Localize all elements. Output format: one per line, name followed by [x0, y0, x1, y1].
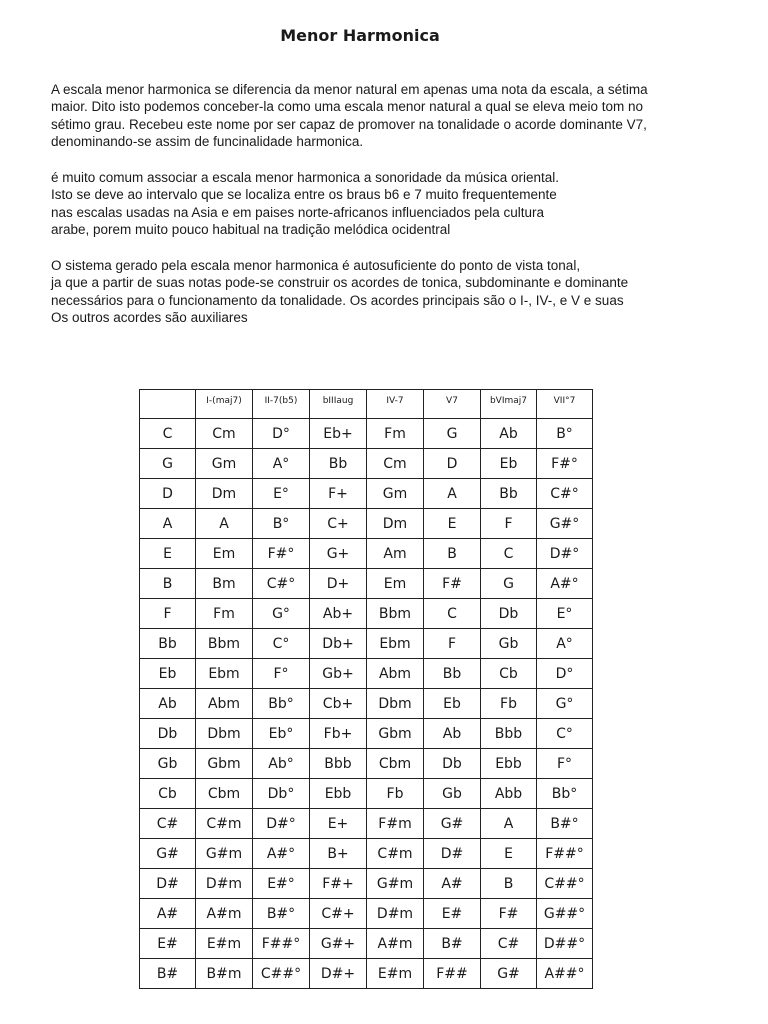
chord-cell: G#: [424, 809, 481, 839]
chord-cell: Ebb: [481, 749, 537, 779]
chord-cell: Ebm: [196, 659, 253, 689]
chord-cell: C#+: [310, 899, 367, 929]
key-cell: C#: [140, 809, 196, 839]
chord-cell: Bb: [481, 479, 537, 509]
table-header-cell: IV-7: [367, 390, 424, 419]
key-cell: Gb: [140, 749, 196, 779]
chord-cell: F##°: [253, 929, 310, 959]
chord-cell: Ebm: [367, 629, 424, 659]
table-row: [140, 929, 593, 959]
text-line: nas escalas usadas na Asia e em paises norte-africanos influenciados pela cultura: [51, 204, 545, 220]
chord-cell: Fb: [481, 689, 537, 719]
table-row: [140, 779, 593, 809]
chord-cell: Cbm: [196, 779, 253, 809]
key-cell: Bb: [140, 629, 196, 659]
chord-cell: A#°: [537, 569, 593, 599]
table-header-corner: [140, 390, 196, 419]
chord-cell: B: [424, 539, 481, 569]
chord-cell: Gb+: [310, 659, 367, 689]
chord-cell: Dbm: [367, 689, 424, 719]
chord-cell: A: [196, 509, 253, 539]
key-cell: A: [140, 509, 196, 539]
chord-cell: Bb°: [537, 779, 593, 809]
chord-cell: F#: [424, 569, 481, 599]
chord-cell: A°: [253, 449, 310, 479]
table-header-cell: bIIIaug: [310, 390, 367, 419]
chord-cell: G#m: [196, 839, 253, 869]
chord-cell: D#°: [253, 809, 310, 839]
chord-cell: Ab°: [253, 749, 310, 779]
chord-cell: Cbm: [367, 749, 424, 779]
chord-cell: F: [481, 509, 537, 539]
chord-cell: Cb: [481, 659, 537, 689]
chord-cell: D°: [537, 659, 593, 689]
chord-cell: D: [424, 449, 481, 479]
chord-cell: Ab: [481, 419, 537, 449]
chord-cell: C#: [481, 929, 537, 959]
chord-cell: G: [481, 569, 537, 599]
chord-cell: C##°: [537, 869, 593, 899]
table-row: [140, 719, 593, 749]
table-row: [140, 839, 593, 869]
chord-cell: D#°: [537, 539, 593, 569]
table-header-cell: V7: [424, 390, 481, 419]
chord-cell: F°: [537, 749, 593, 779]
chord-cell: F+: [310, 479, 367, 509]
key-cell: A#: [140, 899, 196, 929]
chord-cell: Ab: [424, 719, 481, 749]
text-line: Os outros acordes são auxiliares: [51, 309, 248, 325]
chord-cell: A: [424, 479, 481, 509]
chord-cell: Eb: [481, 449, 537, 479]
chord-cell: A#m: [196, 899, 253, 929]
chord-cell: Cm: [367, 449, 424, 479]
key-cell: D#: [140, 869, 196, 899]
chord-cell: Db: [481, 599, 537, 629]
chord-cell: E+: [310, 809, 367, 839]
chord-cell: B°: [537, 419, 593, 449]
text-line: arabe, porem muito pouco habitual na tradição melódica ocidentral: [51, 221, 451, 237]
text-line: sétimo grau. Recebeu este nome por ser capaz de promover na tonalidade o acorde dominante V7,: [51, 116, 647, 132]
table-header-cell: VII°7: [537, 390, 593, 419]
table-row: [140, 869, 593, 899]
key-cell: C: [140, 419, 196, 449]
chord-cell: E: [424, 509, 481, 539]
table-row: [140, 899, 593, 929]
chord-cell: Dm: [196, 479, 253, 509]
chord-cell: Gm: [367, 479, 424, 509]
chord-cell: Bbb: [310, 749, 367, 779]
chord-cell: F#°: [253, 539, 310, 569]
chord-cell: Gbm: [367, 719, 424, 749]
chord-cell: Fb: [367, 779, 424, 809]
chord-cell: Bbm: [196, 629, 253, 659]
table-header-cell: I-(maj7): [196, 390, 253, 419]
chord-cell: G°: [253, 599, 310, 629]
chord-cell: E#: [424, 899, 481, 929]
chord-cell: A#°: [253, 839, 310, 869]
chord-cell: Db: [424, 749, 481, 779]
chord-cell: D#: [424, 839, 481, 869]
chord-cell: G#m: [367, 869, 424, 899]
chord-cell: Abb: [481, 779, 537, 809]
chord-cell: E#m: [367, 959, 424, 989]
chord-cell: G#+: [310, 929, 367, 959]
chord-cell: C#m: [196, 809, 253, 839]
table-row: [140, 539, 593, 569]
chord-cell: G°: [537, 689, 593, 719]
chord-cell: A#: [424, 869, 481, 899]
chord-cell: Db+: [310, 629, 367, 659]
chord-cell: D##°: [537, 929, 593, 959]
chord-cell: Gb: [481, 629, 537, 659]
text-line: A escala menor harmonica se diferencia da menor natural em apenas uma nota da escala, a sétima: [51, 82, 648, 97]
chord-cell: D+: [310, 569, 367, 599]
chord-cell: Bbm: [367, 599, 424, 629]
table-header-cell: II-7(b5): [253, 390, 310, 419]
key-cell: B: [140, 569, 196, 599]
chord-cell: Bb: [424, 659, 481, 689]
key-cell: F: [140, 599, 196, 629]
chord-cell: Eb°: [253, 719, 310, 749]
chord-cell: A°: [537, 629, 593, 659]
chord-cell: C: [424, 599, 481, 629]
chord-cell: D°: [253, 419, 310, 449]
chord-cell: A: [481, 809, 537, 839]
chord-cell: F#+: [310, 869, 367, 899]
chord-cell: B#°: [253, 899, 310, 929]
key-cell: G#: [140, 839, 196, 869]
chord-cell: E°: [537, 599, 593, 629]
chord-cell: B: [481, 869, 537, 899]
chord-cell: G: [424, 419, 481, 449]
chord-cell: B°: [253, 509, 310, 539]
table-row: [140, 599, 593, 629]
chord-cell: E: [481, 839, 537, 869]
chord-cell: Gm: [196, 449, 253, 479]
text-line: ja que a partir de suas notas pode-se construir os acordes de tonica, subdominante e dominante: [51, 275, 629, 291]
paragraph-1: [51, 81, 711, 150]
chord-cell: C#°: [253, 569, 310, 599]
chord-cell: A#m: [367, 929, 424, 959]
table-row: [140, 509, 593, 539]
chord-cell: C+: [310, 509, 367, 539]
chord-cell: Bb: [310, 449, 367, 479]
chord-cell: C°: [537, 719, 593, 749]
chord-cell: E#m: [196, 929, 253, 959]
key-cell: Ab: [140, 689, 196, 719]
table-row: [140, 749, 593, 779]
chord-cell: F##: [424, 959, 481, 989]
table-row: [140, 959, 593, 989]
chord-cell: Dm: [367, 509, 424, 539]
chord-cell: E°: [253, 479, 310, 509]
table-row: [140, 629, 593, 659]
chord-cell: Ebb: [310, 779, 367, 809]
chord-cell: F: [424, 629, 481, 659]
chord-cell: G##°: [537, 899, 593, 929]
text-line: é muito comum associar a escala menor harmonica a sonoridade da música oriental.: [51, 170, 559, 185]
chord-cell: C°: [253, 629, 310, 659]
chord-cell: C: [481, 539, 537, 569]
table-row: [140, 659, 593, 689]
table-row: [140, 689, 593, 719]
chord-cell: Em: [196, 539, 253, 569]
chord-cell: B+: [310, 839, 367, 869]
chord-cell: Ab+: [310, 599, 367, 629]
chord-cell: B#m: [196, 959, 253, 989]
table-row: [140, 569, 593, 599]
chord-cell: B#°: [537, 809, 593, 839]
chord-cell: G+: [310, 539, 367, 569]
table-header-cell: bVImaj7: [481, 390, 537, 419]
chord-cell: Em: [367, 569, 424, 599]
chord-cell: C#°: [537, 479, 593, 509]
key-cell: Db: [140, 719, 196, 749]
chord-table: [139, 389, 593, 989]
chord-cell: Cm: [196, 419, 253, 449]
key-cell: Cb: [140, 779, 196, 809]
text-line: maior. Dito isto podemos conceber-la como uma escala menor natural a qual se eleva meio tom no: [51, 99, 644, 115]
chord-cell: D#m: [196, 869, 253, 899]
chord-cell: G#°: [537, 509, 593, 539]
table-row: [140, 479, 593, 509]
key-cell: D: [140, 479, 196, 509]
chord-cell: G#: [481, 959, 537, 989]
chord-cell: Bbb: [481, 719, 537, 749]
text-line: denominando-se assim de funcinalidade harmonica.: [51, 133, 364, 149]
paragraph-3: [51, 257, 711, 326]
key-cell: G: [140, 449, 196, 479]
chord-cell: F#m: [367, 809, 424, 839]
chord-cell: Cb+: [310, 689, 367, 719]
chord-cell: C##°: [253, 959, 310, 989]
paragraph-2: [51, 169, 711, 238]
chord-cell: D#+: [310, 959, 367, 989]
chord-cell: E#°: [253, 869, 310, 899]
chord-cell: Abm: [367, 659, 424, 689]
text-line: Isto se deve ao intervalo que se localiza entre os braus b6 e 7 muito frequentemente: [51, 187, 557, 203]
chord-cell: Db°: [253, 779, 310, 809]
chord-cell: Bm: [196, 569, 253, 599]
chord-cell: F#°: [537, 449, 593, 479]
chord-cell: F°: [253, 659, 310, 689]
chord-cell: Eb+: [310, 419, 367, 449]
text-line: necessários para o funcionamento da tonalidade. Os acordes principais são o I-, IV-, e V e suas: [51, 292, 624, 308]
table-row: [140, 809, 593, 839]
chord-cell: Gb: [424, 779, 481, 809]
key-cell: E: [140, 539, 196, 569]
key-cell: Eb: [140, 659, 196, 689]
table-row: [140, 419, 593, 449]
chord-cell: Bb°: [253, 689, 310, 719]
chord-cell: D#m: [367, 899, 424, 929]
chord-cell: F##°: [537, 839, 593, 869]
chord-cell: Dbm: [196, 719, 253, 749]
chord-cell: C#m: [367, 839, 424, 869]
chord-cell: Fm: [196, 599, 253, 629]
page-title: Menor Harmonica: [280, 26, 440, 45]
table-row: [140, 449, 593, 479]
chord-cell: Gbm: [196, 749, 253, 779]
key-cell: B#: [140, 959, 196, 989]
chord-cell: Abm: [196, 689, 253, 719]
chord-cell: Am: [367, 539, 424, 569]
chord-cell: Eb: [424, 689, 481, 719]
chord-cell: A##°: [537, 959, 593, 989]
key-cell: E#: [140, 929, 196, 959]
chord-cell: Fb+: [310, 719, 367, 749]
text-line: O sistema gerado pela escala menor harmonica é autosuficiente do ponto de vista tonal,: [51, 258, 581, 273]
chord-cell: F#: [481, 899, 537, 929]
chord-cell: B#: [424, 929, 481, 959]
table-header-row: [140, 390, 593, 419]
chord-cell: Fm: [367, 419, 424, 449]
